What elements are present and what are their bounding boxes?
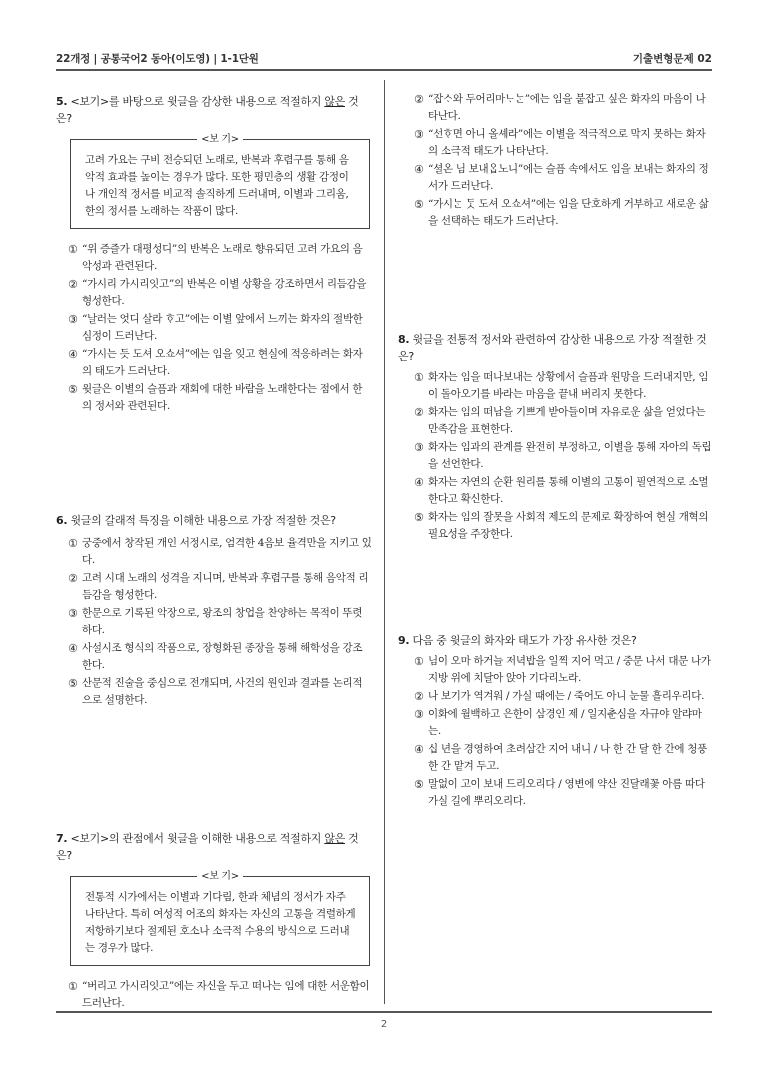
- option-text: 사설시조 형식의 작품으로, 장형화된 종장을 통해 해학성을 강조한다.: [82, 642, 363, 671]
- question-7-stem: [56, 830, 372, 864]
- option[interactable]: ⑤ 윗글은 이별의 슬픔과 재회에 대한 바람을 노래한다는 점에서 한의 정서와 관련된다.: [68, 381, 372, 415]
- question-5: [56, 93, 372, 415]
- question-6: [56, 512, 372, 709]
- option-text: 나 보기가 역겨워 / 가실 때에는 / 죽어도 아니 눈물 흘리우리다.: [428, 690, 705, 702]
- option-text: 화자는 임과의 관계를 완전히 부정하고, 이별을 통해 자아의 독립을 선언한다.: [428, 441, 712, 470]
- question-8-stem-text: 윗글을 전통적 정서와 관련하여 감상한 내용으로 가장 적절한 것은?: [398, 333, 707, 363]
- option[interactable]: ⑤ 말없이 고이 보내 드리오리다 / 영변에 약산 진달래꽃 아름 따다 가실 길에 뿌리오리다.: [414, 776, 714, 810]
- question-6-stem: [56, 512, 372, 529]
- option-text: 한문으로 기록된 악장으로, 왕조의 창업을 찬양하는 목적이 뚜렷하다.: [82, 607, 363, 636]
- question-5-number: 5.: [56, 95, 68, 108]
- question-5-negation: 않은: [324, 95, 345, 108]
- question-7-continued: [414, 90, 714, 230]
- option[interactable]: ④ 사설시조 형식의 작품으로, 장형화된 종장을 통해 해학성을 강조한다.: [68, 640, 372, 674]
- question-7-stem-end: 것은?: [56, 832, 359, 862]
- option-text: 윗글은 이별의 슬픔과 재회에 대한 바람을 노래한다는 점에서 한의 정서와 관련된다.: [82, 383, 363, 412]
- option-text: “셜온 님 보내ᄋᆞᆸ노니”에는 슬픔 속에서도 임을 보내는 화자의 정서가 드러난다.: [428, 163, 709, 192]
- option[interactable]: ③ 화자는 임과의 관계를 완전히 부정하고, 이별을 통해 자아의 독립을 선언한다.: [414, 439, 714, 473]
- column-divider: [384, 80, 385, 1004]
- question-5-stem-end: 것은?: [56, 95, 359, 125]
- option[interactable]: ① “위 증즐가 대평성디”의 반복은 노래로 향유되던 고려 가요의 음악성과 관련된다.: [68, 241, 372, 275]
- option-text: 님이 오마 하거늘 저녁밥을 일찍 지어 먹고 / 중문 나서 대문 나가 지방 위에 치달아 앉아 기다리노라.: [428, 655, 711, 684]
- question-5-stem-text: <보기>를 바탕으로 윗글을 감상한 내용으로 적절하지: [70, 95, 322, 108]
- header-exam-title: 기출변형문제 02: [632, 53, 712, 65]
- question-7-options-left: [68, 978, 372, 1012]
- option[interactable]: ② 고려 시대 노래의 성격을 지니며, 반복과 후렴구를 통해 음악적 리듬감을 형성한다.: [68, 570, 372, 604]
- question-8: [398, 331, 714, 543]
- question-6-stem-text: 윗글의 갈래적 특징을 이해한 내용으로 가장 적절한 것은?: [70, 514, 336, 527]
- option[interactable]: ① 궁중에서 창작된 개인 서정시로, 엄격한 4음보 율격만을 지키고 있다.: [68, 535, 372, 569]
- question-7: [56, 830, 372, 1012]
- option[interactable]: ③ “날러는 엇디 살라 ᄒᆞ고”에는 이별 앞에서 느끼는 화자의 절박한 심정이 드러난다.: [68, 311, 372, 345]
- option[interactable]: ④ 화자는 자연의 순환 원리를 통해 이별의 고통이 필연적으로 소멸한다고 확신한다.: [414, 474, 714, 508]
- option[interactable]: ④ 십 년을 경영하여 초려삼간 지어 내니 / 나 한 간 달 한 간에 청풍 한 간 맡겨 두고.: [414, 741, 714, 775]
- option[interactable]: ⑤ 산문적 진술을 중심으로 전개되며, 사건의 원인과 결과를 논리적으로 설명한다.: [68, 675, 372, 709]
- option-text: 십 년을 경영하여 초려삼간 지어 내니 / 나 한 간 달 한 간에 청풍 한 간 맡겨 두고.: [428, 743, 707, 772]
- option[interactable]: ③ 한문으로 기록된 악장으로, 왕조의 창업을 찬양하는 목적이 뚜렷하다.: [68, 605, 372, 639]
- option[interactable]: ③ 이화에 월백하고 은한이 삼경인 제 / 일지춘심을 자규야 알랴마는.: [414, 706, 714, 740]
- option-text: 화자는 임의 떠남을 기쁘게 받아들이며 자유로운 삶을 얻었다는 만족감을 표현한다.: [428, 406, 706, 435]
- question-6-number: 6.: [56, 514, 68, 527]
- option-text: “버리고 가시리잇고”에는 자신을 두고 떠나는 임에 대한 서운함이 드러난다.: [82, 980, 370, 1009]
- option[interactable]: ③ “선ᄒᆞ면 아니 올셰라”에는 이별을 적극적으로 막지 못하는 화자의 소극적 태도가 나타난다.: [414, 126, 714, 160]
- header-rule: [56, 69, 712, 71]
- option-text: 말없이 고이 보내 드리오리다 / 영변에 약산 진달래꽃 아름 따다 가실 길에 뿌리오리다.: [428, 778, 705, 807]
- question-8-number: 8.: [398, 333, 410, 346]
- option-text: “가시리 가시리잇고”의 반복은 이별 상황을 강조하면서 리듬감을 형성한다.: [82, 278, 367, 307]
- question-9-stem-text: 다음 중 윗글의 화자와 태도가 가장 유사한 것은?: [412, 634, 637, 647]
- question-7-bogi-text: 전통적 시가에서는 이별과 기다림, 한과 체념의 정서가 자주 나타난다. 특히 여성적 어조의 화자는 자신의 고통을 격렬하게 저항하기보다 절제된 호소나 소극적 수용의 방식으로 드러내는 경우가 많다.: [85, 891, 356, 954]
- option[interactable]: ① 화자는 임을 떠나보내는 상황에서 슬픔과 원망을 드러내지만, 임이 돌아오기를 바라는 마음을 끝내 버리지 못한다.: [414, 369, 714, 403]
- option-text: “날러는 엇디 살라 ᄒᆞ고”에는 이별 앞에서 느끼는 화자의 절박한 심정이 드러난다.: [82, 313, 363, 342]
- option-text: 화자는 자연의 순환 원리를 통해 이별의 고통이 필연적으로 소멸한다고 확신한다.: [428, 476, 709, 505]
- option-text: “선ᄒᆞ면 아니 올셰라”에는 이별을 적극적으로 막지 못하는 화자의 소극적 태도가 나타난다.: [428, 128, 706, 157]
- question-5-stem: [56, 93, 372, 127]
- question-5-bogi-box: [70, 134, 370, 229]
- page-header: [56, 48, 712, 68]
- question-7-bogi-box: [70, 871, 370, 966]
- option[interactable]: ① 님이 오마 하거늘 저녁밥을 일찍 지어 먹고 / 중문 나서 대문 나가 지방 위에 치달아 앉아 기다리노라.: [414, 653, 714, 687]
- question-9-stem: [398, 632, 714, 649]
- question-7-stem-text: <보기>의 관점에서 윗글을 이해한 내용으로 적절하지: [70, 832, 322, 845]
- question-8-stem: [398, 331, 714, 365]
- bogi-title: <보 기>: [71, 132, 369, 147]
- option[interactable]: ② 화자는 임의 떠남을 기쁘게 받아들이며 자유로운 삶을 얻었다는 만족감을 표현한다.: [414, 404, 714, 438]
- option[interactable]: ② 나 보기가 역겨워 / 가실 때에는 / 죽어도 아니 눈물 흘리우리다.: [414, 688, 714, 705]
- question-8-options: [414, 369, 714, 543]
- option[interactable]: ④ “가시는 듯 도셔 오쇼셔”에는 임을 잊고 현실에 적응하려는 화자의 태도가 드러난다.: [68, 346, 372, 380]
- option[interactable]: ② “가시리 가시리잇고”의 반복은 이별 상황을 강조하면서 리듬감을 형성한다.: [68, 276, 372, 310]
- option-text: 화자는 임을 떠나보내는 상황에서 슬픔과 원망을 드러내지만, 임이 돌아오기를 바라는 마음을 끝내 버리지 못한다.: [428, 371, 709, 400]
- option-text: 화자는 임의 잘못을 사회적 제도의 문제로 확장하여 현실 개혁의 필요성을 주장한다.: [428, 511, 709, 540]
- option-text: 고려 시대 노래의 성격을 지니며, 반복과 후렴구를 통해 음악적 리듬감을 형성한다.: [82, 572, 369, 601]
- option-text: “잡ᄉᆞ와 두어리마ᄂᆞᄂᆞᆫ”에는 임을 붙잡고 싶은 화자의 마음이 나타난다.: [428, 93, 706, 122]
- question-5-bogi-text: 고려 가요는 구비 전승되던 노래로, 반복과 후렴구를 통해 음악적 효과를 높이는 경우가 많다. 또한 평민층의 생활 감정이나 개인적 정서를 비교적 솔직하게 드러내며, 이별과 그리움, 한의 정서를 노래하는 작품이 많다.: [85, 154, 349, 217]
- option-text: “가시ᄂᆞᆫ ᄃᆞᆺ 도셔 오쇼셔”에는 임을 단호하게 거부하고 새로운 삶을 선택하는 태도가 드러난다.: [428, 198, 709, 227]
- option[interactable]: ⑤ “가시ᄂᆞᆫ ᄃᆞᆺ 도셔 오쇼셔”에는 임을 단호하게 거부하고 새로운 삶을 선택하는 태도가 드러난다.: [414, 196, 714, 230]
- question-7-negation: 않은: [324, 832, 345, 845]
- option[interactable]: ① “버리고 가시리잇고”에는 자신을 두고 떠나는 임에 대한 서운함이 드러난다.: [68, 978, 372, 1012]
- option[interactable]: ⑤ 화자는 임의 잘못을 사회적 제도의 문제로 확장하여 현실 개혁의 필요성을 주장한다.: [414, 509, 714, 543]
- option-text: “위 증즐가 대평성디”의 반복은 노래로 향유되던 고려 가요의 음악성과 관련된다.: [82, 243, 363, 272]
- question-9: [398, 632, 714, 810]
- question-9-number: 9.: [398, 634, 410, 647]
- option-text: 산문적 진술을 중심으로 전개되며, 사건의 원인과 결과를 논리적으로 설명한다.: [82, 677, 363, 706]
- option-text: “가시는 듯 도셔 오쇼셔”에는 임을 잊고 현실에 적응하려는 화자의 태도가 드러난다.: [82, 348, 363, 377]
- header-course-info: 22개정 | 공통국어2 동아(이도영) | 1-1단원: [56, 53, 259, 65]
- option[interactable]: ② “잡ᄉᆞ와 두어리마ᄂᆞᄂᆞᆫ”에는 임을 붙잡고 싶은 화자의 마음이 나타난다.: [414, 91, 714, 125]
- option[interactable]: ④ “셜온 님 보내ᄋᆞᆸ노니”에는 슬픔 속에서도 임을 보내는 화자의 정서가 드러난다.: [414, 161, 714, 195]
- bogi-title: <보 기>: [71, 869, 369, 884]
- question-5-options: [68, 241, 372, 415]
- option-text: 이화에 월백하고 은한이 삼경인 제 / 일지춘심을 자규야 알랴마는.: [428, 708, 702, 737]
- footer-rule: [56, 1011, 712, 1013]
- page-number: 2: [380, 1019, 388, 1030]
- question-9-options: [414, 653, 714, 810]
- question-7-number: 7.: [56, 832, 68, 845]
- question-6-options: [68, 535, 372, 709]
- option-text: 궁중에서 창작된 개인 서정시로, 엄격한 4음보 율격만을 지키고 있다.: [82, 537, 372, 566]
